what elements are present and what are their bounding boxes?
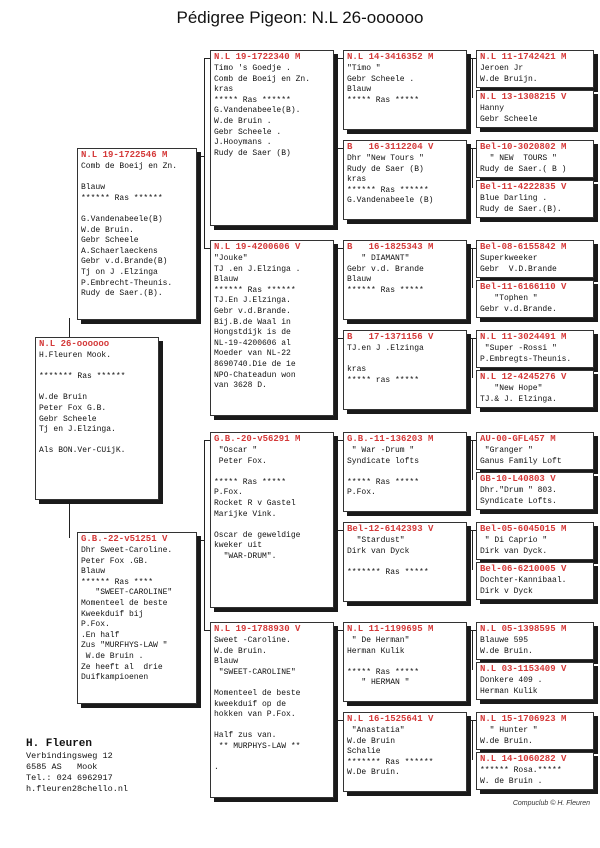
connector-line (472, 720, 473, 760)
detail-line: Gebr Scheele (480, 114, 538, 124)
detail-line: Dhr."Drum " 803. (480, 486, 557, 495)
detail-line: ***** Ras ***** (347, 95, 420, 105)
detail-line: Peter Fox G.B. (39, 403, 107, 413)
detail-line: W.de Bruin. (214, 646, 267, 656)
great-great-grandparent-card (476, 622, 594, 660)
ring-number: N.L 19-1788930 V (214, 624, 301, 634)
detail-line: Oscar de geweldige (214, 530, 301, 540)
ring-number: N.L 15-1706923 M (480, 714, 567, 724)
great-great-grandparent-card (476, 330, 594, 368)
detail-line: "Anastatia" (347, 726, 405, 735)
pigeon-details (344, 445, 466, 501)
connector-line (337, 630, 338, 720)
detail-line (347, 467, 463, 478)
detail-line (214, 678, 330, 689)
detail-line: Comb de Boeij en Zn. (214, 74, 311, 84)
detail-line: P.Fox. (81, 620, 110, 630)
ring-number: N.L 16-1525641 V (347, 714, 434, 724)
detail-line: ****** Ras ****** (347, 185, 429, 195)
great-grandparent-card (343, 712, 467, 792)
breeder-info (26, 737, 128, 795)
detail-line (214, 520, 330, 531)
detail-line: Hanny (480, 104, 505, 113)
pigeon-details (344, 153, 466, 209)
grandparent-card (210, 432, 334, 608)
detail-line: Duifkampioenen (81, 673, 149, 683)
detail-line: Herman Kulik (347, 646, 405, 656)
great-great-grandparent-card (476, 562, 594, 600)
ring-number: N.L 12-4245276 V (480, 372, 567, 382)
detail-line (214, 753, 330, 764)
detail-line: Gebr Scheele (39, 414, 97, 424)
ring-number: N.L 03-1153409 V (480, 664, 567, 674)
detail-line: W.de Bruin . (81, 651, 144, 661)
detail-line: kweekduif op de (214, 699, 287, 709)
ring-number: N.L 19-1722546 M (81, 150, 168, 160)
connector-line (472, 630, 473, 670)
detail-line: " War -Drum " (347, 446, 415, 455)
pigeon-details (477, 535, 593, 559)
ring-number: N.L 14-1060282 V (480, 754, 567, 764)
pigeon-details (477, 253, 593, 277)
detail-line: Gebr Scheele (81, 236, 139, 246)
detail-line: Momenteel de beste (214, 688, 301, 698)
detail-line: " HERMAN " (347, 678, 410, 688)
detail-line: J.Hooymans . (214, 138, 272, 148)
detail-line: kras (347, 175, 367, 185)
detail-line: . (214, 763, 224, 773)
pigeon-details (477, 153, 593, 177)
detail-line: Als BON.Ver-CUijK. (39, 446, 126, 456)
detail-line: 8690740.Die de 1e (214, 359, 296, 369)
connector-line (337, 248, 338, 338)
detail-line: kweker uit (214, 541, 263, 551)
ring-number: B 17-1371156 V (347, 332, 434, 342)
detail-line: Kweekduif bij (81, 609, 144, 619)
ring-number: B 16-1825343 M (347, 242, 434, 252)
detail-line: Gebr v.d.Brande. (480, 304, 557, 314)
detail-line: W.de Bruin. (480, 736, 533, 746)
pigeon-details (211, 635, 333, 776)
detail-line: W.de Bruin . (214, 116, 272, 126)
detail-line: Blauw (347, 275, 372, 285)
detail-line: Superkweeker (480, 254, 538, 263)
detail-line: "New Hope" (480, 384, 543, 393)
great-great-grandparent-card (476, 752, 594, 790)
pigeon-details (477, 293, 593, 317)
ring-number: N.L 19-4200606 V (214, 242, 301, 252)
detail-line (81, 204, 193, 215)
breeder-postcode-line: 6585 AS Mook (26, 762, 98, 772)
detail-line: " NEW TOURS " (480, 154, 557, 163)
detail-line: ******* Ras ****** (347, 757, 434, 767)
detail-line: Blauwe 595 (480, 636, 529, 645)
detail-line: "WAR-DRUM". (214, 551, 277, 561)
detail-line (214, 467, 330, 478)
detail-line (347, 355, 463, 366)
detail-line: Sweet -Caroline. (214, 636, 291, 645)
detail-line: Comb de Boeij en Zn. (81, 162, 178, 171)
great-grandparent-card (343, 622, 467, 702)
connector-line (472, 530, 473, 570)
great-great-grandparent-card (476, 472, 594, 510)
detail-line: Tj en J.Elzinga. (39, 425, 116, 435)
ring-number: N.L 14-3416352 M (347, 52, 434, 62)
pigeon-details (477, 103, 593, 127)
subject-pigeon-card (35, 337, 159, 500)
pigeon-details (477, 675, 593, 699)
detail-line: Dirk v Dyck (480, 586, 533, 596)
detail-line: Rudy de Saer.( B ) (480, 164, 567, 174)
ring-number: Bel-06-6210005 V (480, 564, 567, 574)
detail-line: ****** Ras ***** (347, 285, 424, 295)
sire-card (77, 148, 197, 320)
pigeon-details (477, 383, 593, 407)
detail-line: Herman Kulik (480, 686, 538, 696)
breeder-phone-line: Tel.: 024 6962917 (26, 773, 113, 783)
detail-line: " De Herman" (347, 636, 410, 645)
detail-line: Peter Fox. (214, 456, 267, 466)
detail-line: G.Vandenabeele (B) (347, 196, 434, 206)
detail-line: Dhr Sweet-Caroline. (81, 546, 173, 555)
great-grandparent-card (343, 522, 467, 602)
pigeon-details (344, 635, 466, 691)
breeder-email-line: h.fleuren28chello.nl (26, 784, 129, 794)
connector-line (204, 58, 205, 248)
detail-line: TJ.& J. Elzinga. (480, 394, 557, 404)
detail-line: W. de Bruin . (480, 776, 543, 786)
great-great-grandparent-card (476, 432, 594, 470)
detail-line: ******* Ras ***** (347, 567, 429, 577)
detail-line: Dirk van Dyck (347, 546, 410, 556)
detail-line: hokken van P.Fox. (214, 710, 296, 720)
pigeon-details (344, 253, 466, 298)
pigeon-details (477, 63, 593, 87)
detail-line: W.De Bruin. (347, 768, 400, 778)
pigeon-details (78, 545, 196, 686)
great-great-grandparent-card (476, 140, 594, 178)
breeder-name: H. Fleuren (26, 738, 93, 750)
detail-line: "SWEET-CAROLINE" (81, 588, 173, 598)
connector-line (472, 148, 473, 188)
connector-line (472, 248, 473, 288)
detail-line: W.de Bruin (347, 736, 396, 746)
detail-line: " DIAMANT" (347, 254, 410, 263)
detail-line: ***** Ras ***** (214, 477, 287, 487)
detail-line (81, 173, 193, 184)
ring-number: B 16-3112204 V (347, 142, 434, 152)
grandparent-card (210, 240, 334, 416)
detail-line: ***** Ras ***** (347, 477, 420, 487)
detail-line: Marijke Vink. (214, 509, 277, 519)
detail-line: TJ.En J.Elzinga. (214, 296, 291, 306)
detail-line: Gebr v.d.Brande(B) (81, 257, 168, 267)
detail-line: P.Embrecht-Theunis. (81, 278, 173, 288)
pigeon-details (344, 343, 466, 388)
breeder-address-line: Verbindingsweg 12 (26, 751, 113, 761)
detail-line: Blauw (347, 85, 372, 95)
detail-line: kras (214, 85, 234, 95)
detail-line: "Stardust" (347, 536, 405, 545)
connector-line (197, 540, 204, 541)
pigeon-details (344, 63, 466, 108)
great-great-grandparent-card (476, 50, 594, 88)
detail-line (39, 436, 155, 447)
detail-line: A.Schaerlaeckens (81, 246, 158, 256)
detail-line: Rocket R v Gastel (214, 498, 296, 508)
detail-line: Timo 's Goedje . (214, 64, 291, 73)
detail-line: Dirk van Dyck. (480, 546, 548, 556)
detail-line: .En half (81, 630, 120, 640)
connector-line (197, 156, 204, 157)
ring-number: Bel-11-6166110 V (480, 282, 567, 292)
great-great-grandparent-card (476, 180, 594, 218)
detail-line: ******* Ras ****** (39, 372, 126, 382)
pigeon-details (477, 575, 593, 599)
detail-line (347, 657, 463, 668)
great-grandparent-card (343, 330, 467, 410)
detail-line: "Timo " (347, 64, 381, 73)
pigeon-details (36, 350, 158, 459)
grandparent-card (210, 622, 334, 798)
detail-line: "Granger " (480, 446, 533, 455)
detail-line: P.Fox. (347, 488, 376, 498)
great-grandparent-card (343, 140, 467, 220)
detail-line: ***** Ras ****** (214, 95, 291, 105)
ring-number: AU-00-GFL457 M (480, 434, 556, 444)
detail-line (214, 721, 330, 732)
ring-number: N.L 26-oooooo (39, 339, 110, 349)
great-great-grandparent-card (476, 662, 594, 700)
dam-card (77, 532, 197, 704)
great-great-grandparent-card (476, 280, 594, 318)
ring-number: Bel-05-6045015 M (480, 524, 567, 534)
pigeon-details (211, 63, 333, 161)
connector-line (472, 440, 473, 480)
detail-line: Gebr v.d.Brande. (214, 306, 291, 316)
detail-line: Ganus Family Loft (480, 456, 562, 466)
detail-line: Dhr "New Tours " (347, 154, 424, 163)
detail-line: W.de Bruijn. (480, 74, 538, 84)
detail-line: Peter Fox .GB. (81, 556, 149, 566)
detail-line: Schalie (347, 747, 381, 757)
ring-number: N.L 05-1398595 M (480, 624, 567, 634)
detail-line: Gebr Scheele . (214, 127, 282, 137)
detail-line: Zus "MURFHYS-LAW " (81, 641, 168, 651)
detail-line: " Hunter " (480, 726, 538, 735)
detail-line: NL-19-4200606 al (214, 338, 291, 348)
detail-line: ** MURPHYS-LAW ** (214, 741, 301, 751)
grandparent-card (210, 50, 334, 226)
detail-line: Blauw (81, 183, 106, 193)
detail-line: Syndicate lofts (347, 456, 420, 466)
pigeon-details (344, 725, 466, 781)
ring-number: GB-10-L40803 V (480, 474, 556, 484)
pigeon-details (477, 765, 593, 789)
detail-line: TJ .en J.Elzinga . (214, 264, 301, 274)
detail-line: NPO-Chateadun won (214, 370, 296, 380)
detail-line: "Tophen " (480, 294, 538, 303)
pigeon-details (78, 161, 196, 302)
detail-line: Blauw (81, 567, 106, 577)
pigeon-details (477, 725, 593, 749)
detail-line: Rudy de Saer (B) (214, 148, 291, 158)
detail-line: Dochter-Kannibaal. (480, 576, 567, 585)
ring-number: G.B.-20-v56291 M (214, 434, 301, 444)
pigeon-details (477, 193, 593, 217)
detail-line: ****** Rosa.***** (480, 766, 562, 775)
great-great-grandparent-card (476, 90, 594, 128)
detail-line: Tj on J .Elzinga (81, 267, 158, 277)
detail-line: Rudy de Saer.(B). (81, 289, 163, 299)
page-title: Pédigree Pigeon: N.L 26-oooooo (176, 8, 424, 27)
pigeon-details (344, 535, 466, 580)
detail-line: Blauw (214, 275, 239, 285)
detail-line: Gebr v.d. Brande (347, 264, 424, 274)
pigeon-details (211, 445, 333, 565)
detail-line: P.Embregts-Theunis. (480, 354, 572, 364)
ring-number: N.L 11-1742421 M (480, 52, 567, 62)
ring-number: Bel-11-4222835 V (480, 182, 567, 192)
connector-line (472, 338, 473, 378)
software-credit: Compuclub © H. Fleuren (512, 800, 590, 807)
detail-line: W.de Bruin. (480, 646, 533, 656)
detail-line: Rudy de Saer.(B). (480, 204, 562, 214)
ring-number: Bel-08-6155842 M (480, 242, 567, 252)
detail-line: " Di Caprio " (480, 536, 548, 545)
great-grandparent-card (343, 50, 467, 130)
detail-line: ***** Ras ***** (347, 667, 420, 677)
detail-line: G.Vandenabeele(B) (81, 214, 163, 224)
pigeon-details (477, 445, 593, 469)
pigeon-details (477, 485, 593, 509)
detail-line: Gebr Scheele . (347, 74, 415, 84)
detail-line: Moeder van NL-22 (214, 349, 291, 359)
ring-number: N.L 11-3024491 M (480, 332, 567, 342)
detail-line: ****** Ras **** (81, 577, 154, 587)
connector-line (337, 58, 338, 148)
detail-line: ***** ras ***** (347, 375, 420, 385)
detail-line: "SWEET-CAROLINE" (214, 667, 296, 677)
detail-line: "Super -Rossi " (480, 344, 557, 353)
pigeon-details (477, 343, 593, 367)
connector-line (337, 440, 338, 530)
detail-line: W.de Bruin. (81, 225, 134, 235)
detail-line: H.Fleuren Mook. (39, 351, 112, 360)
detail-line: Donkere 409 . (480, 676, 543, 685)
connector-line (472, 58, 473, 98)
great-great-grandparent-card (476, 370, 594, 408)
detail-line: Syndicate Lofts. (480, 496, 557, 506)
detail-line: TJ.en J .Elzinga (347, 344, 424, 353)
detail-line: W.de Bruin (39, 393, 88, 403)
ring-number: Bel-12-6142393 V (347, 524, 434, 534)
great-grandparent-card (343, 432, 467, 512)
great-great-grandparent-card (476, 240, 594, 278)
detail-line: G.Vandenabeele(B). (214, 106, 301, 116)
detail-line: van 3628 D. (214, 381, 267, 391)
great-grandparent-card (343, 240, 467, 320)
ring-number: G.B.-22-v51251 V (81, 534, 168, 544)
detail-line: Hongstdijk is de (214, 328, 291, 338)
detail-line: "Oscar " (214, 446, 258, 455)
detail-line (39, 383, 155, 394)
detail-line: ****** Ras ****** (214, 285, 296, 295)
ring-number: Bel-10-3020802 M (480, 142, 567, 152)
great-great-grandparent-card (476, 712, 594, 750)
detail-line: Ze heeft al drie (81, 662, 163, 672)
detail-line: Momenteel de beste (81, 598, 168, 608)
great-great-grandparent-card (476, 522, 594, 560)
detail-line: Gebr V.D.Brande (480, 264, 557, 274)
detail-line: P.Fox. (214, 488, 243, 498)
detail-line: Rudy de Saer (B) (347, 164, 424, 174)
detail-line: Blue Darling . (480, 194, 548, 203)
ring-number: N.L 11-1199695 M (347, 624, 434, 634)
ring-number: N.L 19-1722340 M (214, 52, 301, 62)
pigeon-details (477, 635, 593, 659)
pigeon-details (211, 253, 333, 394)
detail-line: ****** Ras ****** (81, 193, 163, 203)
detail-line: Half zus van. (214, 731, 277, 741)
ring-number: N.L 13-1308215 V (480, 92, 567, 102)
detail-line: Bij.B.de Waal in (214, 317, 291, 327)
ring-number: G.B.-11-136203 M (347, 434, 434, 444)
connector-line (204, 440, 205, 630)
detail-line: kras (347, 365, 367, 375)
detail-line: Jeroen Jr (480, 64, 524, 73)
detail-line (347, 557, 463, 568)
detail-line (39, 362, 155, 373)
detail-line: Blauw (214, 657, 239, 667)
detail-line: "Jouke" (214, 254, 248, 263)
